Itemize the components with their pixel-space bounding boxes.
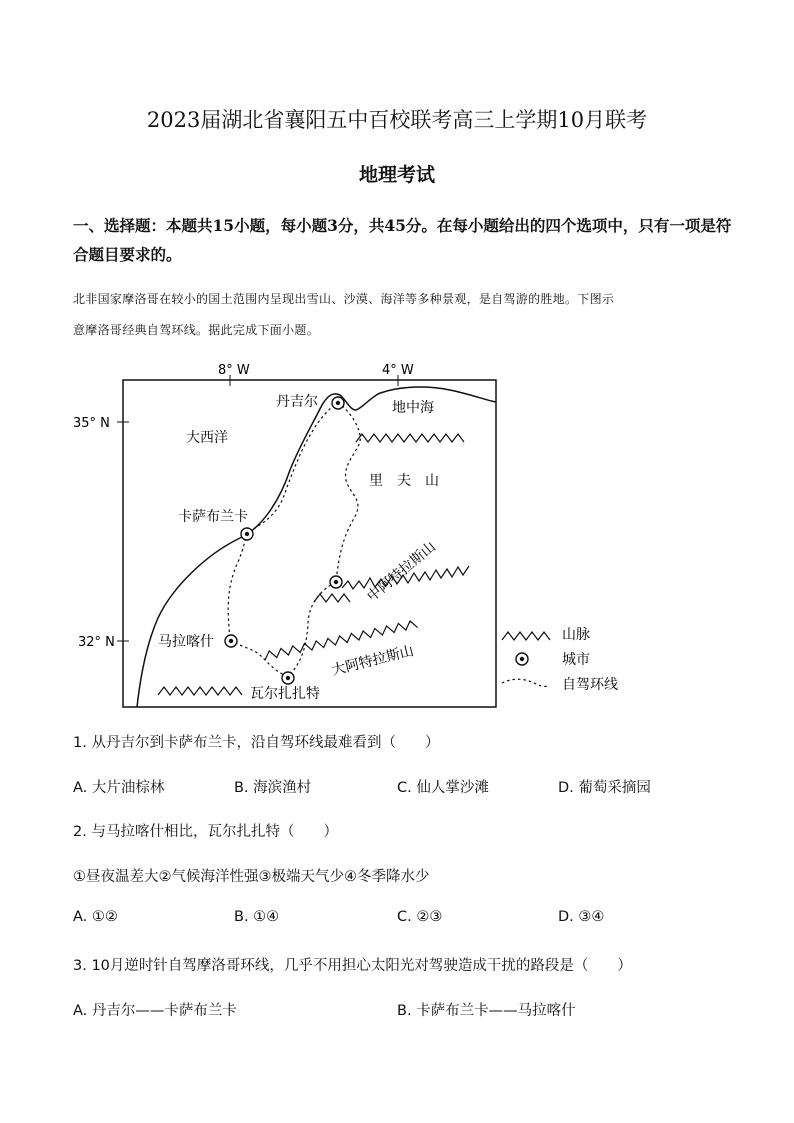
middle-atlas-mountain-icon-2 [314, 594, 350, 602]
rif-mountain-icon [356, 434, 464, 442]
question-1-stem: 1. 从丹吉尔到卡萨布兰卡，沿自驾环线最难看到（ ） [73, 735, 440, 751]
legend-route-icon [502, 679, 548, 686]
lon-label-right: 4° W [382, 363, 414, 378]
label-ouarzazate: 瓦尔扎扎特 [250, 686, 320, 702]
question-1-option-b: B. 海滨渔村 [234, 780, 312, 796]
lon-label-left: 8° W [218, 363, 250, 378]
question-2-option-a: A. ①② [73, 909, 118, 925]
lat-label-bottom: 32° N [78, 635, 115, 650]
label-rif: 里 夫 山 [369, 473, 439, 489]
question-2-option-b: B. ①④ [234, 909, 280, 925]
question-2-option-d: D. ③④ [558, 909, 605, 925]
city-marker-khenifra [330, 576, 342, 588]
intro-line-1: 北非国家摩洛哥在较小的国土范围内呈现出雪山、沙漠、海洋等多种景观，是自驾游的胜地。下图示 [73, 292, 615, 306]
intro-line-2: 意摩洛哥经典自驾环线。据此完成下面小题。 [73, 323, 320, 337]
question-2-option-c: C. ②③ [397, 909, 443, 925]
question-2-statements: ①昼夜温差大②气候海洋性强③极端天气少④冬季降水少 [73, 869, 430, 885]
question-3-option-b: B. 卡萨布兰卡——马拉喀什 [397, 1003, 576, 1019]
section-heading: 一、选择题：本题共15小题，每小题3分，共45分。在每小题给出的四个选项中，只有一项是符合题目要求的。 [73, 216, 732, 264]
label-tangier: 丹吉尔 [276, 394, 318, 410]
question-1-option-a: A. 大片油棕林 [73, 780, 165, 796]
label-casablanca: 卡萨布兰卡 [178, 509, 248, 525]
legend-city-icon [516, 653, 528, 665]
exam-subtitle: 地理考试 [358, 164, 435, 186]
legend-mountain-icon [502, 632, 550, 640]
legend-mountain-label: 山脉 [562, 627, 590, 643]
question-3-option-a: A. 丹吉尔——卡萨布兰卡 [73, 1003, 237, 1019]
legend-city-label: 城市 [562, 652, 590, 668]
morocco-route-map [0, 350, 794, 722]
city-marker-casablanca [241, 528, 253, 540]
label-middle-atlas: 中阿特拉斯山 [364, 538, 439, 606]
label-mediterranean: 地中海 [392, 400, 434, 416]
label-atlantic: 大西洋 [186, 430, 228, 446]
exam-title: 2023届湖北省襄阳五中百校联考高三上学期10月联考 [146, 108, 648, 132]
legend-route-label: 自驾环线 [562, 677, 618, 693]
label-marrakech: 马拉喀什 [158, 634, 214, 650]
question-1-option-d: D. 葡萄采摘园 [558, 780, 651, 796]
city-marker-tangier [332, 397, 344, 409]
lat-label-top: 35° N [73, 416, 110, 431]
city-marker-marrakech [225, 635, 237, 647]
label-high-atlas: 大阿特拉斯山 [330, 643, 416, 679]
question-1-option-c: C. 仙人掌沙滩 [397, 780, 489, 796]
city-marker-ouarzazate [282, 672, 294, 684]
high-atlas-mountain-icon-1 [158, 687, 242, 695]
question-3-stem: 3. 10月逆时针自驾摩洛哥环线，几乎不用担心太阳光对驾驶造成干扰的路段是（ ） [73, 958, 632, 974]
question-2-stem: 2. 与马拉喀什相比，瓦尔扎扎特（ ） [73, 824, 338, 840]
